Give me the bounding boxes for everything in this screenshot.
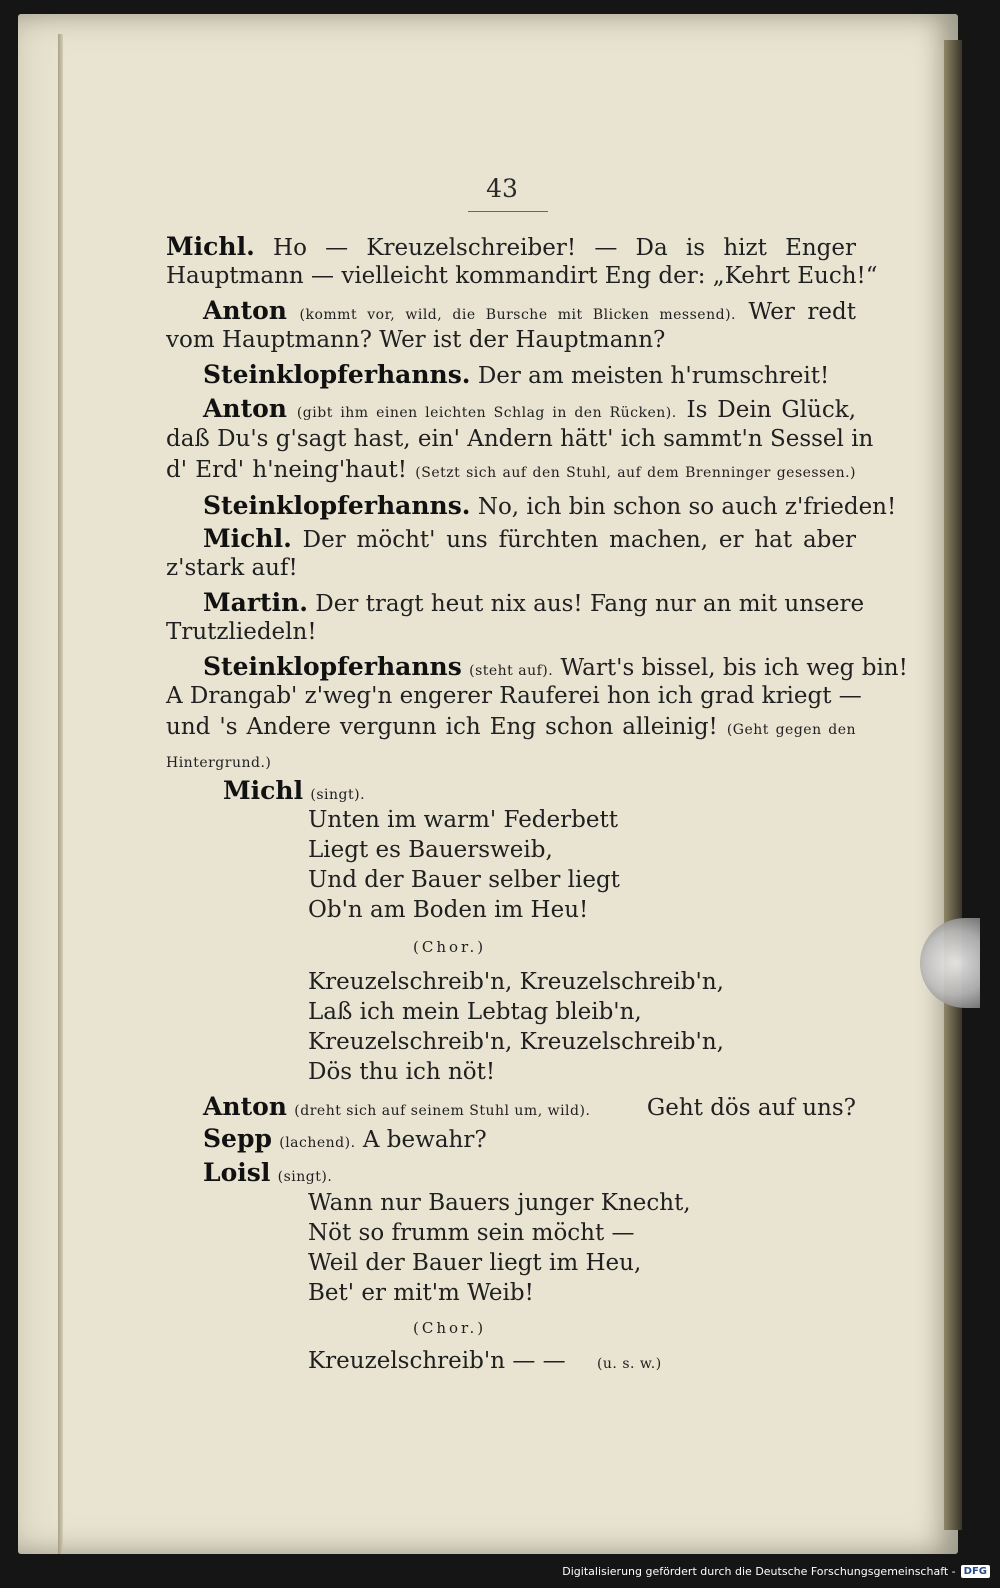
dialogue-text: Wer redt	[748, 299, 857, 325]
text-line	[166, 263, 878, 289]
speaker-name: Michl	[223, 776, 304, 805]
dialogue-text: Hauptmann — vielleicht kommandirt Eng der: „Kehrt Euch!“	[166, 263, 878, 289]
stage-direction: (singt).	[277, 1169, 333, 1185]
text-line	[166, 457, 856, 483]
dialogue-text: und 's Andere vergunn ich Eng schon alleinig!	[166, 714, 718, 740]
dialogue-text: Trutzliedeln!	[166, 619, 317, 645]
speaker-name: Steinklopferhanns.	[203, 491, 471, 520]
song-line: Kreuzelschreib'n, Kreuzelschreib'n,	[308, 969, 724, 995]
dialogue-text: d' Erd' h'neing'haut!	[166, 457, 407, 483]
footer-credit	[562, 1561, 990, 1581]
page-gutter	[58, 34, 63, 1554]
stage-direction: (singt).	[310, 787, 366, 803]
song-line: Laß ich mein Lebtag bleib'n,	[308, 999, 642, 1025]
dialogue-text: vom Hauptmann? Wer ist der Hauptmann?	[166, 327, 666, 353]
speaker-name: Loisl	[203, 1158, 271, 1187]
speaker-name: Anton	[203, 394, 287, 423]
text-line	[203, 1092, 856, 1121]
dialogue-text: Der tragt heut nix aus! Fang nur an mit unsere	[315, 591, 865, 617]
dialogue-text: z'stark auf!	[166, 555, 298, 581]
stage-direction: Hintergrund.)	[166, 755, 272, 771]
text-line	[166, 747, 271, 773]
text-line	[203, 296, 856, 325]
song-line: Nöt so frumm sein möcht —	[308, 1220, 635, 1246]
stage-direction: (u. s. w.)	[596, 1356, 662, 1372]
song-line: Weil der Bauer liegt im Heu,	[308, 1250, 642, 1276]
text-line	[166, 232, 856, 261]
text-line	[203, 360, 829, 389]
text-line	[166, 714, 856, 740]
dialogue-text: Ho — Kreuzelschreiber! — Da is hizt Enger	[273, 235, 857, 261]
song-line	[308, 1348, 662, 1374]
song-line: Ob'n am Boden im Heu!	[308, 897, 589, 923]
dfg-logo-icon: DFG	[961, 1565, 990, 1578]
speaker-name: Michl.	[166, 232, 255, 261]
stage-direction: (lachend).	[279, 1135, 356, 1151]
dialogue-text: Der am meisten h'rumschreit!	[477, 363, 830, 389]
song-line: Wann nur Bauers junger Knecht,	[308, 1190, 691, 1216]
text-line	[223, 776, 365, 805]
text-line	[203, 1158, 332, 1187]
song-text: Kreuzelschreib'n — —	[308, 1348, 566, 1374]
dialogue-text: Is Dein Glück,	[686, 397, 857, 423]
speaker-name: Martin.	[203, 588, 308, 617]
text-line	[166, 426, 874, 452]
dialogue-text: No, ich bin schon so auch z'frieden!	[477, 494, 897, 520]
speaker-name: Michl.	[203, 524, 292, 553]
text-line	[166, 619, 317, 645]
dialogue-text: Geht dös auf uns?	[646, 1095, 856, 1121]
speaker-name: Sepp	[203, 1124, 272, 1153]
song-line: Kreuzelschreib'n, Kreuzelschreib'n,	[308, 1029, 724, 1055]
dialogue-text: Der möcht' uns fürchten machen, er hat aber	[302, 527, 857, 553]
text-line	[203, 652, 908, 681]
speaker-name: Steinklopferhanns	[203, 652, 462, 681]
dialogue-text: A bewahr?	[362, 1127, 487, 1153]
song-line: Dös thu ich nöt!	[308, 1059, 496, 1085]
text-line	[203, 588, 865, 617]
text-line	[166, 327, 665, 353]
stage-direction: (dreht sich auf seinem Stuhl um, wild).	[294, 1103, 591, 1119]
page-edge	[944, 40, 962, 1530]
text-line	[203, 1124, 487, 1153]
stage-direction: (kommt vor, wild, die Bursche mit Blicken messend).	[299, 307, 736, 323]
song-line: Bet' er mit'm Weib!	[308, 1280, 534, 1306]
text-line	[166, 555, 298, 581]
speaker-name: Anton	[203, 296, 287, 325]
dialogue-text: Wart's bissel, bis ich weg bin!	[560, 655, 908, 681]
song-line: Liegt es Bauersweib,	[308, 837, 553, 863]
chorus-heading: (Chor.)	[413, 1319, 487, 1337]
text-line	[203, 394, 856, 423]
chorus-heading: (Chor.)	[413, 938, 487, 956]
book-page	[18, 14, 958, 1554]
stage-direction: (Setzt sich auf den Stuhl, auf dem Brenninger gesessen.)	[415, 465, 856, 481]
text-line	[203, 524, 856, 553]
song-line: Und der Bauer selber liegt	[308, 867, 620, 893]
page-number-rule	[468, 211, 548, 212]
speaker-name: Anton	[203, 1092, 287, 1121]
dialogue-text: daß Du's g'sagt hast, ein' Andern hätt' ich sammt'n Sessel in	[166, 426, 874, 452]
speaker-name: Steinklopferhanns.	[203, 360, 471, 389]
footer-text: Digitalisierung gefördert durch die Deutsche Forschungsgemeinschaft -	[562, 1564, 956, 1578]
dialogue-text: A Drangab' z'weg'n engerer Rauferei hon ich grad kriegt —	[166, 683, 862, 709]
stage-direction: (Geht gegen den	[726, 722, 857, 738]
stage-direction: (gibt ihm einen leichten Schlag in den Rücken).	[296, 405, 677, 421]
text-line	[203, 491, 896, 520]
page-number: 43	[486, 174, 518, 203]
song-line: Unten im warm' Federbett	[308, 807, 618, 833]
text-line	[166, 683, 862, 709]
stage-direction: (steht auf).	[469, 663, 554, 679]
